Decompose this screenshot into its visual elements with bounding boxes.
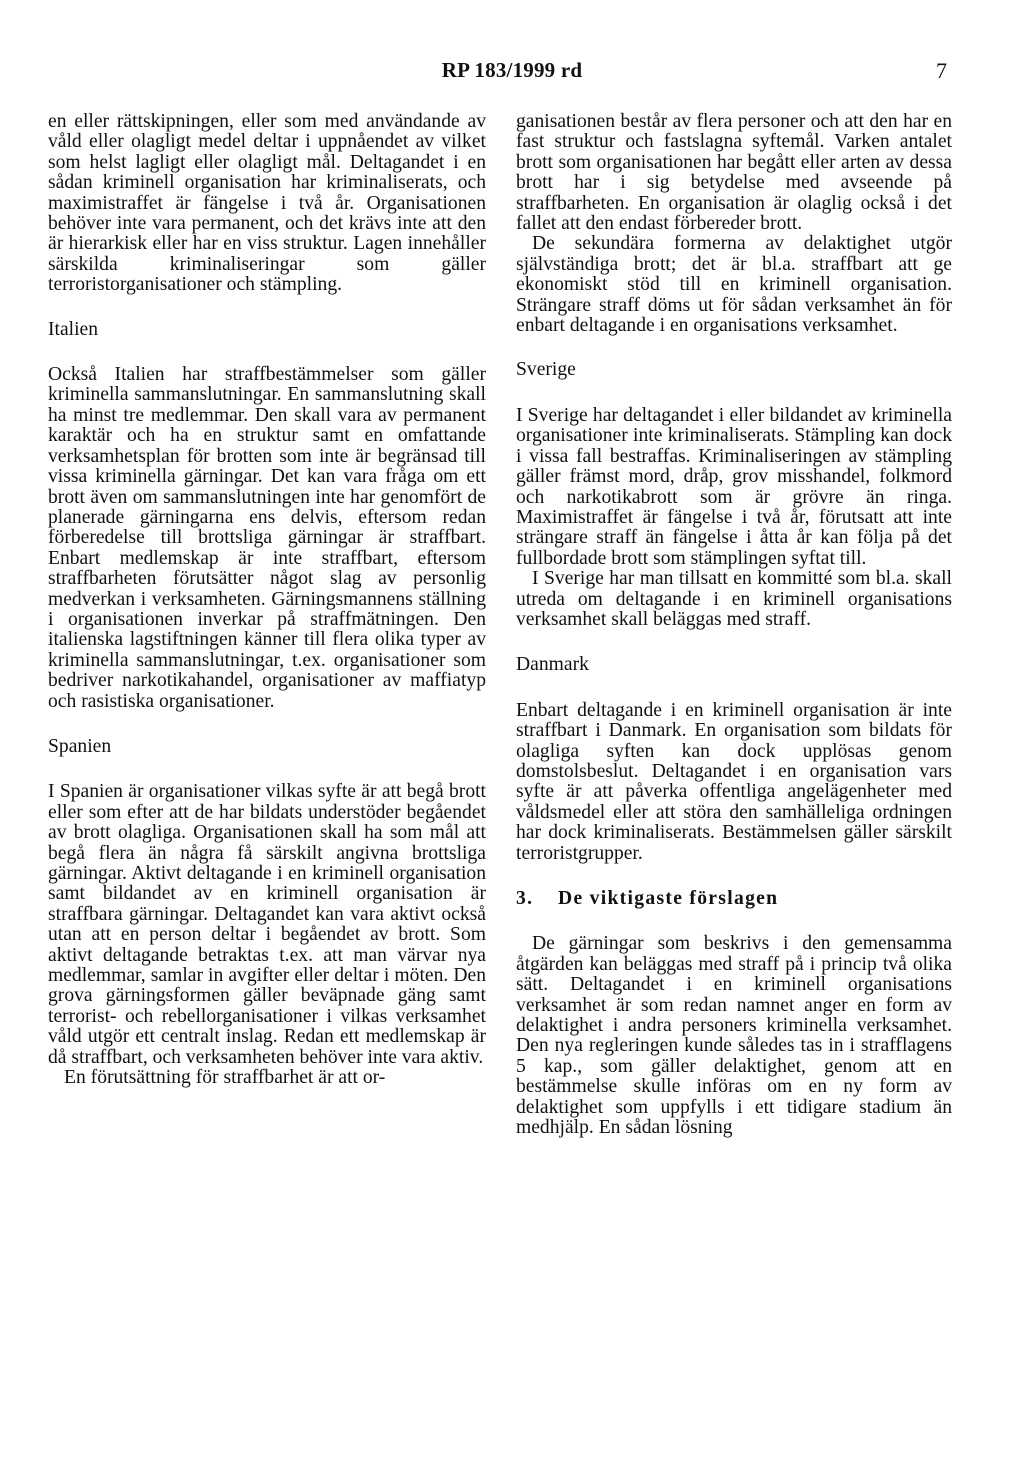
heading-sverige: Sverige [516, 359, 576, 381]
section-heading [516, 889, 952, 909]
paragraph-sekundara-former: De sekundära formerna av delaktighet utgör självständiga brott; det är bl.a. straffbart att ge ekonomiskt stöd till en kriminell organisation. Strängare straff döms ut för sådan verksamhet än för enbart deltagande i en organisations verksamhet. [516, 233, 952, 337]
paragraph-spanien: I Spanien är organisationer vilkas syfte är att begå brott eller som efter att de har bildats understöder begåendet av brott olagliga. Organisationen skall ha som mål att begå flera än några få särskilt angivna brottsliga gärningar. Aktivt deltagande i en kriminell organisation samt bildandet av en kriminell organisation är straffbara gärningar. Deltagandet kan vara aktivt också utan att en person deltar i begåendet av brott. Som aktivt deltagande betraktas t.ex. att man värvar nya medlemmar, samlar in avgifter eller deltar i möten. Den grova gärningsformen gäller beväpnade gäng samt terrorist- och rebellorganisationer i vilkas verksamhet våld utgör ett centralt inslag. Redan ett medlemskap är då straffbart, och verksamheten behöver inte vara aktiv. [48, 781, 486, 1068]
paragraph-danmark: Enbart deltagande i en kriminell organisation är inte straffbart i Danmark. En organisation som bildats för olagliga syften kan dock upplösas genom domstolsbeslut. Deltagandet i en organisation vars syfte är att påverka offentliga angelägenheter med våldsmedel eller att störa den samhälleliga ordningen har dock kriminaliserats. Bestämmelsen gäller särskilt terroristgrupper. [516, 699, 952, 864]
paragraph-forutsattning: En förutsättning för straffbarhet är att or- [64, 1067, 386, 1089]
paragraph-intro-continuation: en eller rättskipningen, eller som med användande av våld eller olagligt medel deltar i uppnåendet av vilket som helst lagligt eller olagligt mål. Deltagandet i en sådan kriminell organisation har kriminaliserats, och maximistraffet är fängelse i två år. Organisationen behöver inte vara permanent, och det krävs inte att den är hierarkisk eller har en viss struktur. Lagen innehåller särskilda kriminaliseringar som gäller terroristorganisationer och stämpling. [48, 111, 486, 296]
paragraph-organisation-continuation: ganisationen består av flera personer och att den har en fast struktur och fastslagna syftemål. Varken antalet brott som organisationen har begått eller arten av dessa brott har i sig betydelse med avseende på straffbarheten. En organisation är olaglig också i det fallet att den endast förbereder brott. [516, 111, 952, 235]
section-number: 3. [516, 888, 534, 909]
paragraph-sverige-2: I Sverige har man tillsatt en kommitté som bl.a. skall utreda om deltagande i en kriminell organisations verksamhet skall beläggas med straff. [516, 568, 952, 630]
paragraph-viktigaste-forslagen: De gärningar som beskrivs i den gemensamma åtgärden kan beläggas med straff på i princip två olika sätt. Deltagandet i en kriminell organisations verksamhet är som redan namnet anger en form av delaktighet i andra personers kriminella verksamhet. Den nya regleringen kunde således tas in i strafflagens 5 kap., som gäller delaktighet, genom att en bestämmelse skulle införas om en ny form av delaktighet som uppfylls i ett tidigare stadium än medhjälp. En sådan lösning [516, 933, 952, 1139]
left-column [48, 112, 486, 1088]
section-title: De viktigaste förslagen [558, 888, 779, 909]
heading-danmark: Danmark [516, 654, 589, 676]
paragraph-sverige-1: I Sverige har deltagandet i eller bildandet av kriminella organisationer inte kriminaliserats. Stämpling kan dock i vissa fall bestraffas. Kriminaliseringen av stämpling gäller främst mord, dråp, grov misshandel, folkmord och narkotikabrott som är grövre än ringa. Maximistraffet är fängelse i två år, förutsatt att inte strängare straff än fängelse i åtta år kan följa på det fullbordade brott som stämplingen syftat till. [516, 404, 952, 569]
right-column [516, 112, 952, 1138]
heading-spanien: Spanien [48, 735, 112, 757]
paragraph-italien: Också Italien har straffbestämmelser som gäller kriminella sammanslutningar. En sammanslutning skall ha minst tre medlemmar. Den skall vara av permanent karaktär och ha en struktur samt en omfattande verksamhetsplan för brotten som inte är begränsad till vissa kriminella gärningar. Det kan vara fråga om ett brott även om sammanslutningen inte har genomfört de planerade gärningarna ens delvis, eftersom redan förberedelse till brottsliga gärningar är straffbart. Enbart medlemskap är inte straffbart, eftersom straffbarheten förutsätter något slag av personlig medverkan i verksamheten. Gärningsmannens ställning i organisationen inverkar på straffmätningen. Den italienska lagstiftningen känner till flera olika typer av kriminella sammanslutningar, t.ex. organisationer som bedriver narkotikahandel, organisationer av maffiatyp och rasistiska organisationer. [48, 364, 486, 712]
heading-italien: Italien [48, 318, 99, 340]
page-number: 7 [936, 58, 947, 83]
document-header-title: RP 183/1999 rd [441, 58, 583, 82]
